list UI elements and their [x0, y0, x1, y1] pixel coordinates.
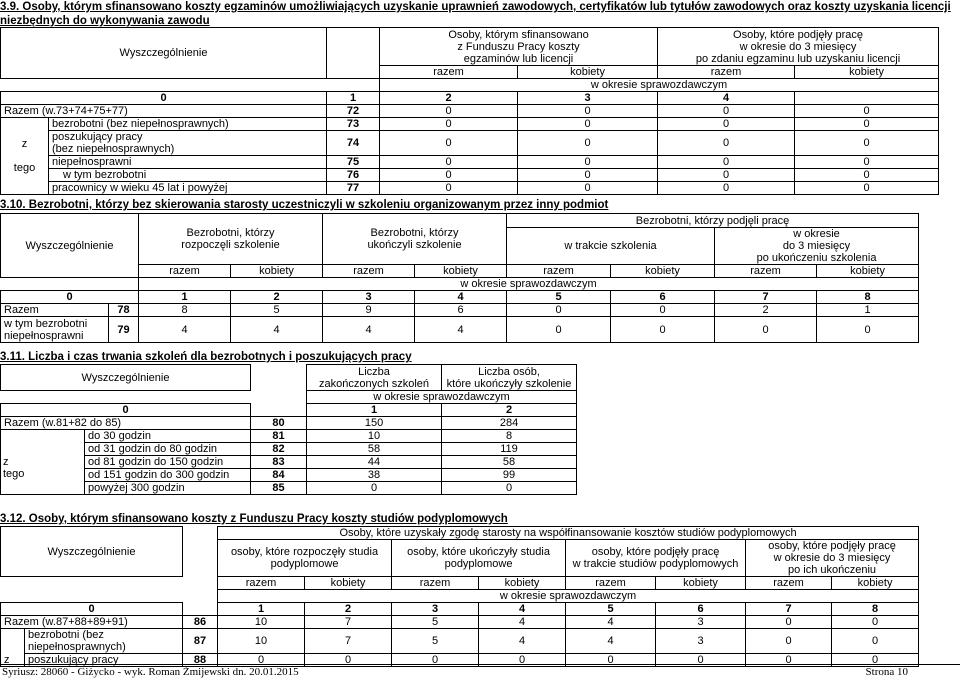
table-row: [1, 616, 919, 629]
cell: 0: [380, 182, 518, 195]
row-label: Razem (w.73+74+75+77): [1, 105, 327, 118]
row-code: 86: [183, 616, 218, 629]
cell: 0: [518, 131, 658, 156]
header-sub: kobiety: [479, 577, 566, 590]
header-num: 5: [507, 291, 611, 304]
cell: 0: [746, 654, 832, 667]
cell: 4: [231, 317, 323, 343]
header-num: 8: [832, 603, 919, 616]
cell: 99: [442, 469, 577, 482]
header-sub: kobiety: [795, 66, 939, 79]
cell: 0: [518, 182, 658, 195]
row-label: bezrobotni (bez niepełnosprawnych): [49, 118, 327, 131]
section-3-10: [0, 198, 960, 342]
row-code: 79: [109, 317, 139, 343]
cell: 0: [479, 654, 566, 667]
cell: 0: [380, 131, 518, 156]
row-label: Razem (w.87+88+89+91): [1, 616, 183, 629]
header-specification: Wyszczególnienie: [1, 28, 327, 79]
header-employed-after: osoby, które podjęły pracę w okresie do 3 miesięcy po ich ukończeniu: [746, 540, 919, 577]
row-label: od 31 godzin do 80 godzin: [85, 443, 251, 456]
cell: 5: [392, 616, 479, 629]
table-row: [1, 469, 577, 482]
cell: 0: [658, 131, 795, 156]
header-sub: razem: [323, 265, 415, 278]
header-started: Bezrobotni, którzy rozpoczęli szkolenie: [139, 214, 323, 265]
header-sub: razem: [658, 66, 795, 79]
cell: 0: [611, 317, 715, 343]
header-sub: kobiety: [832, 577, 919, 590]
row-code: 84: [251, 469, 307, 482]
cell: 0: [795, 131, 939, 156]
cell: 4: [566, 629, 656, 654]
header-group-employed: Osoby, które podjęły pracę w okresie do 3 miesięcy po zdaniu egzaminu lub uzyskaniu licencji: [658, 28, 939, 66]
header-sub: kobiety: [415, 265, 507, 278]
cell: 0: [795, 105, 939, 118]
header-completed-studies: osoby, które ukończyły studia podyplomowe: [392, 540, 566, 577]
section-3-11-title: 3.11. Liczba i czas trwania szkoleń dla bezrobotnych i poszukujących pracy: [0, 351, 412, 363]
row-label: poszukujący pracy (bez niepełnosprawnych): [49, 131, 327, 156]
header-sub: razem: [380, 66, 518, 79]
cell: 1: [817, 304, 919, 317]
table-3-10: [0, 213, 919, 343]
cell: 4: [139, 317, 231, 343]
cell: 10: [307, 430, 442, 443]
header-num: 1: [307, 404, 442, 417]
cell: 284: [442, 417, 577, 430]
cell: 3: [656, 616, 746, 629]
header-num: 1: [139, 291, 231, 304]
cell: 4: [566, 616, 656, 629]
cell: 0: [518, 169, 658, 182]
table-row: [1, 417, 577, 430]
cell: 0: [658, 105, 795, 118]
header-num: 7: [715, 291, 817, 304]
table-row: [1, 131, 939, 156]
cell: 0: [380, 105, 518, 118]
row-label: pracownicy w wieku 45 lat i powyżej: [49, 182, 327, 195]
header-sub: razem: [218, 577, 305, 590]
header-trainings-count: Liczba zakończonych szkoleń: [307, 365, 442, 391]
header-code: [327, 28, 380, 79]
row-label: od 81 godzin do 150 godzin: [85, 456, 251, 469]
cell: 0: [656, 654, 746, 667]
header-specification: Wyszczególnienie: [1, 214, 139, 278]
page-number: Strona 10: [865, 666, 908, 678]
header-num: 0: [1, 92, 327, 105]
header-top: Osoby, które uzyskały zgodę starosty na współfinansowanie kosztów studiów podyplomowych: [218, 527, 919, 540]
header-sub: razem: [566, 577, 656, 590]
cell: 58: [442, 456, 577, 469]
cell: 0: [305, 654, 392, 667]
row-code: 83: [251, 456, 307, 469]
cell: 0: [507, 317, 611, 343]
cell: 0: [392, 654, 479, 667]
cell: 0: [518, 156, 658, 169]
cell: 0: [307, 482, 442, 495]
table-row: [1, 443, 577, 456]
table-row: [1, 105, 939, 118]
cell: 4: [479, 629, 566, 654]
header-sub: kobiety: [611, 265, 715, 278]
row-label: w tym bezrobotni: [49, 169, 327, 182]
cell: 0: [795, 182, 939, 195]
header-employed-during: osoby, które podjęły pracę w trakcie studiów podyplomowych: [566, 540, 746, 577]
z-label: z: [1, 629, 25, 667]
header-num: 4: [479, 603, 566, 616]
cell: 0: [380, 118, 518, 131]
table-row: [1, 304, 919, 317]
cell: 0: [817, 317, 919, 343]
header-num: 7: [746, 603, 832, 616]
header-sub: razem: [392, 577, 479, 590]
header-num: 2: [305, 603, 392, 616]
table-row: [1, 118, 939, 131]
cell: 4: [323, 317, 415, 343]
section-3-12-title: 3.12. Osoby, którym sfinansowano koszty z Funduszu Pracy koszty studiów podyplomowych: [0, 513, 508, 525]
header-num: 4: [415, 291, 507, 304]
header-sub: razem: [715, 265, 817, 278]
row-label: do 30 godzin: [85, 430, 251, 443]
table-3-12: [0, 526, 919, 667]
row-label: Razem: [1, 304, 109, 317]
cell: 0: [658, 182, 795, 195]
cell: 0: [518, 118, 658, 131]
header-started-studies: osoby, które rozpoczęły studia podyplomowe: [218, 540, 392, 577]
header-num: 0: [1, 291, 139, 304]
header-num: 3: [518, 92, 658, 105]
cell: 10: [218, 629, 305, 654]
header-period: w okresie sprawozdawczym: [380, 79, 939, 92]
row-label: bezrobotni (bez niepełnosprawnych): [25, 629, 183, 654]
table-row: [1, 169, 939, 182]
cell: 0: [658, 169, 795, 182]
header-during-training: w trakcie szkolenia: [507, 228, 715, 265]
cell: 7: [305, 616, 392, 629]
footer-source: Syriusz: 28060 - Giżycko - wyk. Roman Żmijewski dn. 20.01.2015: [2, 666, 299, 678]
cell: 6: [415, 304, 507, 317]
table-3-11: [0, 364, 577, 495]
cell: 10: [218, 616, 305, 629]
header-period: w okresie sprawozdawczym: [139, 278, 919, 291]
table-row: [1, 456, 577, 469]
header-employed: Bezrobotni, którzy podjęli pracę: [507, 214, 919, 228]
row-label: od 151 godzin do 300 godzin: [85, 469, 251, 482]
header-sub: razem: [507, 265, 611, 278]
header-num: 1: [327, 92, 380, 105]
cell: 44: [307, 456, 442, 469]
table-row: [1, 182, 939, 195]
header-num: 0: [1, 603, 183, 616]
section-3-9-title: 3.9. Osoby, którym sfinansowano koszty egzaminów umożliwiających uzyskanie uprawnień zawodowych, certyfikatów lub tytułów zawodowych oraz koszty uzyskania licencji niezbędnych do wykonywania zawodu: [0, 1, 951, 27]
header-num: 6: [656, 603, 746, 616]
cell: 0: [518, 105, 658, 118]
row-label: powyżej 300 godzin: [85, 482, 251, 495]
cell: 9: [323, 304, 415, 317]
header-num: 5: [566, 603, 656, 616]
z-tego-label: z tego: [1, 430, 85, 495]
row-label: niepełnosprawni: [49, 156, 327, 169]
row-code: 77: [327, 182, 380, 195]
cell: 0: [658, 118, 795, 131]
table-row: [1, 629, 919, 654]
row-code: 88: [183, 654, 218, 667]
header-persons-count: Liczba osób, które ukończyły szkolenie: [442, 365, 577, 391]
cell: 0: [715, 317, 817, 343]
cell: 0: [832, 616, 919, 629]
header-num: 8: [817, 291, 919, 304]
header-num: 6: [611, 291, 715, 304]
header-num: 3: [392, 603, 479, 616]
row-code: 82: [251, 443, 307, 456]
header-sub: razem: [746, 577, 832, 590]
cell: 4: [479, 616, 566, 629]
section-3-11: [0, 350, 960, 494]
table-row: [1, 156, 939, 169]
cell: 0: [746, 629, 832, 654]
row-code: 76: [327, 169, 380, 182]
header-sub: kobiety: [656, 577, 746, 590]
row-label: Razem (w.81+82 do 85): [1, 417, 251, 430]
header-num: 2: [231, 291, 323, 304]
row-code: 85: [251, 482, 307, 495]
cell: 0: [795, 118, 939, 131]
header-num: 2: [442, 404, 577, 417]
cell: 2: [715, 304, 817, 317]
header-sub: kobiety: [231, 265, 323, 278]
row-code: 73: [327, 118, 380, 131]
cell: 5: [231, 304, 323, 317]
cell: 0: [611, 304, 715, 317]
z-tego-label: z tego: [1, 118, 49, 195]
cell: 58: [307, 443, 442, 456]
row-code: 78: [109, 304, 139, 317]
cell: 0: [795, 169, 939, 182]
table-3-9: [0, 27, 939, 195]
row-label: w tym bezrobotni niepełnosprawni: [1, 317, 109, 343]
header-num: 4: [658, 92, 795, 105]
cell: 0: [218, 654, 305, 667]
header-specification: Wyszczególnienie: [1, 527, 183, 577]
cell: 0: [832, 629, 919, 654]
header-specification: Wyszczególnienie: [1, 365, 251, 391]
cell: 0: [746, 616, 832, 629]
cell: 0: [795, 156, 939, 169]
section-3-12: [0, 512, 960, 666]
cell: 5: [392, 629, 479, 654]
cell: 0: [658, 156, 795, 169]
cell: 0: [566, 654, 656, 667]
section-3-9: [0, 0, 960, 194]
header-num: 3: [323, 291, 415, 304]
header-num: 0: [1, 404, 251, 417]
cell: 0: [442, 482, 577, 495]
header-group-financed: Osoby, którym sfinansowano z Funduszu Pracy koszty egzaminów lub licencji: [380, 28, 658, 66]
header-sub: kobiety: [817, 265, 919, 278]
header-sub: kobiety: [305, 577, 392, 590]
row-code: 87: [183, 629, 218, 654]
row-code: 74: [327, 131, 380, 156]
header-completed: Bezrobotni, którzy ukończyli szkolenie: [323, 214, 507, 265]
row-code: 81: [251, 430, 307, 443]
cell: 8: [442, 430, 577, 443]
cell: 150: [307, 417, 442, 430]
cell: 8: [139, 304, 231, 317]
cell: 38: [307, 469, 442, 482]
header-sub: razem: [139, 265, 231, 278]
cell: 0: [380, 156, 518, 169]
header-num: 1: [218, 603, 305, 616]
row-code: 72: [327, 105, 380, 118]
header-sub: kobiety: [518, 66, 658, 79]
table-row: [1, 317, 919, 343]
cell: 3: [656, 629, 746, 654]
row-code: 80: [251, 417, 307, 430]
row-code: 75: [327, 156, 380, 169]
cell: 119: [442, 443, 577, 456]
cell: 0: [507, 304, 611, 317]
table-row: [1, 482, 577, 495]
page-footer: [0, 664, 960, 678]
row-label: poszukujący pracy: [25, 654, 183, 667]
cell: 0: [380, 169, 518, 182]
table-row: [1, 430, 577, 443]
cell: 4: [415, 317, 507, 343]
cell: 7: [305, 629, 392, 654]
cell: 0: [832, 654, 919, 667]
section-3-10-title: 3.10. Bezrobotni, którzy bez skierowania starosty uczestniczyli w szkoleniu organizowanym przez inny podmiot: [0, 199, 609, 211]
header-period: w okresie sprawozdawczym: [307, 391, 577, 404]
header-num: 2: [380, 92, 518, 105]
header-after-training: w okresie do 3 miesięcy po ukończeniu szkolenia: [715, 228, 919, 265]
header-period: w okresie sprawozdawczym: [218, 590, 919, 603]
